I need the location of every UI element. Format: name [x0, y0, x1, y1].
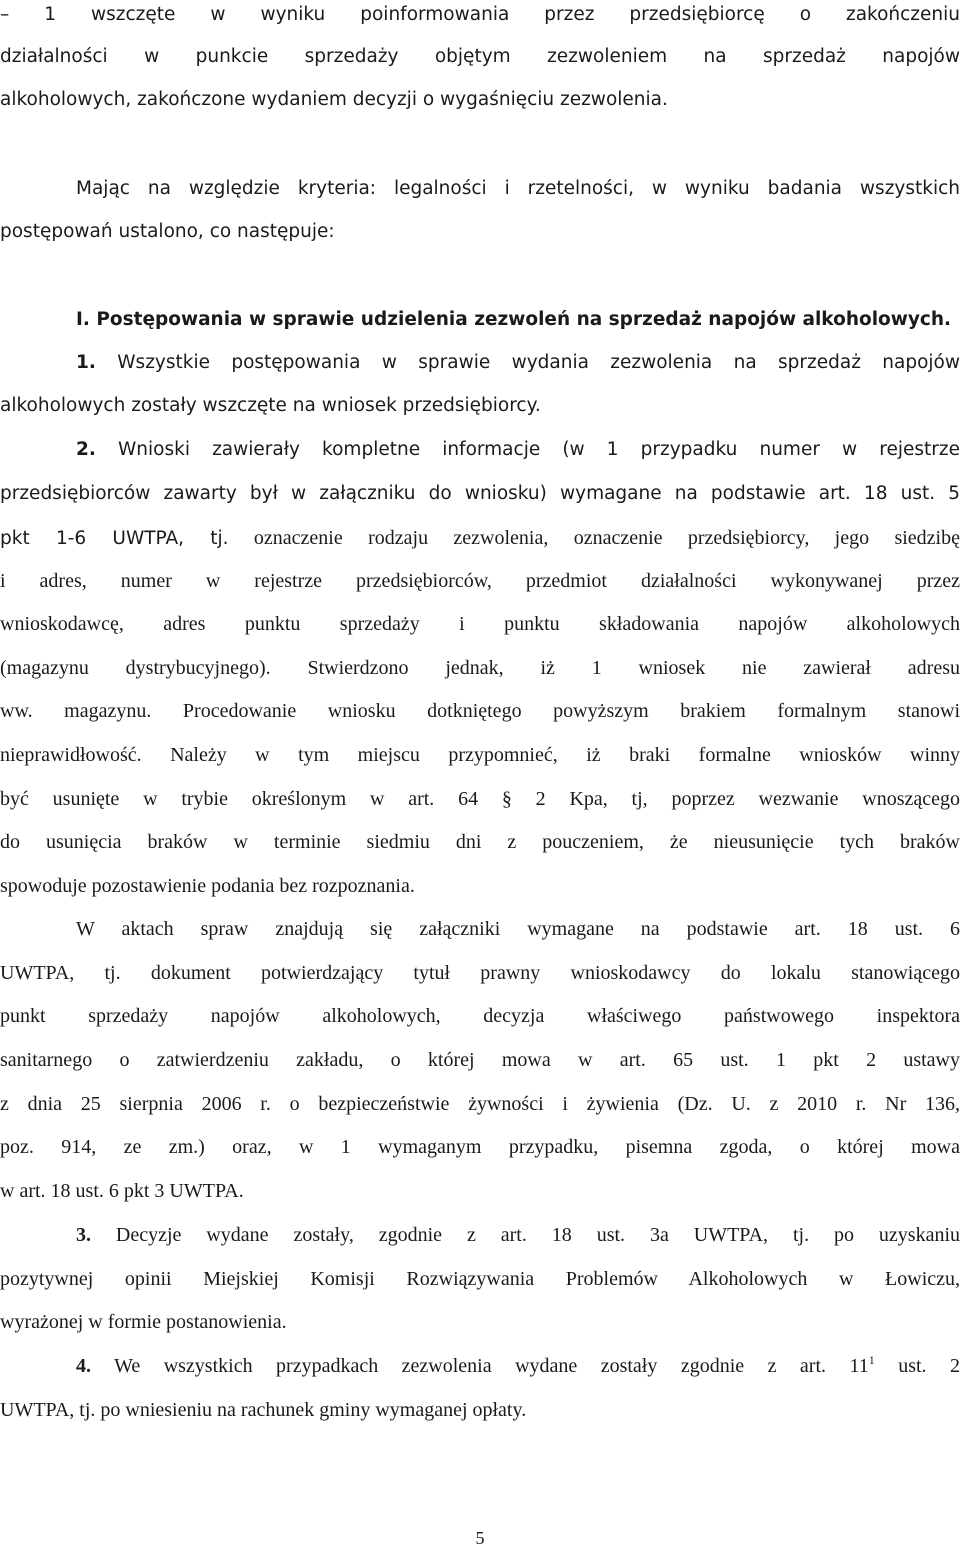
section-sign: §: [501, 788, 512, 810]
paragraph-line: przedsiębiorców zawarty był w załączniku do wniosku) wymagane na podstawie art. 18 ust. 5: [0, 483, 960, 504]
paragraph-line: [76, 1354, 960, 1378]
paragraph-text: oznaczenie rodzaju zezwolenia, oznaczenie przedsiębiorcy, jego siedzibę: [228, 527, 960, 549]
paragraph-line: nieprawidłowość. Należy w tym miejscu przypomnieć, iż braki formalne wniosków winny: [0, 744, 960, 766]
paragraph-line: [76, 1223, 960, 1247]
paragraph-line: sanitarnego o zatwierdzeniu zakładu, o której mowa w art. 65 ust. 1 pkt 2 ustawy: [0, 1049, 960, 1071]
paragraph-line: pozytywnej opinii Miejskiej Komisji Rozwiązywania Problemów Alkoholowych w Łowiczu,: [0, 1268, 960, 1290]
point-number: 4.: [76, 1355, 91, 1377]
point-number: 3.: [76, 1224, 91, 1246]
paragraph-line: ww. magazynu. Procedowanie wniosku dotkniętego powyższym brakiem formalnym stanowi: [0, 700, 960, 722]
paragraph-line: wnioskodawcę, adres punktu sprzedaży i punktu składowania napojów alkoholowych: [0, 613, 960, 635]
paragraph-line: wyrażonej w formie postanowienia.: [0, 1311, 287, 1333]
paragraph-text: ust. 2: [874, 1355, 960, 1377]
point-number: 1.: [76, 352, 96, 373]
paragraph-line: [76, 351, 960, 375]
paragraph-line: i adres, numer w rejestrze przedsiębiorców, przedmiot działalności wykonywanej przez: [0, 570, 960, 592]
paragraph-line: Mając na względzie kryteria: legalności i rzetelności, w wyniku badania wszystkich: [76, 178, 960, 199]
paragraph-line: (magazynu dystrybucyjnego). Stwierdzono jednak, iż 1 wniosek nie zawierał adresu: [0, 657, 960, 679]
paragraph-text: Wszystkie postępowania w sprawie wydania zezwolenia na sprzedaż napojów: [95, 352, 960, 373]
section-heading: I. Postępowania w sprawie udzielenia zezwoleń na sprzedaż napojów alkoholowych.: [76, 309, 952, 330]
point-number: 2.: [76, 439, 96, 460]
list-item-line: działalności w punkcie sprzedaży objętym zezwoleniem na sprzedaż napojów: [0, 46, 960, 67]
paragraph-text: Wnioski zawierały kompletne informacje (w 1 przypadku numer w rejestrze: [95, 439, 960, 460]
page-number: 5: [475, 1528, 485, 1548]
paragraph-text: być usunięte w trybie określonym w art. 64: [0, 788, 502, 810]
paragraph-line: [76, 438, 960, 462]
paragraph-line: UWTPA, tj. po wniesieniu na rachunek gminy wymaganej opłaty.: [0, 1399, 527, 1421]
list-item-line: alkoholowych, zakończone wydaniem decyzji o wygaśnięciu zezwolenia.: [0, 89, 668, 110]
paragraph-line: w art. 18 ust. 6 pkt 3 UWTPA.: [0, 1180, 244, 1202]
paragraph-line: UWTPA, tj. dokument potwierdzający tytuł prawny wnioskodawcy do lokalu stanowiącego: [0, 962, 960, 984]
paragraph-line: [0, 526, 960, 551]
paragraph-text: 2 Kpa, tj, poprzez wezwanie wnoszącego: [511, 788, 960, 810]
paragraph-line: postępowań ustalono, co następuje:: [0, 221, 335, 242]
paragraph-line: z dnia 25 sierpnia 2006 r. o bezpieczeństwie żywności i żywienia (Dz. U. z 2010 r. Nr 136,: [0, 1093, 960, 1115]
paragraph-line: [0, 787, 960, 811]
paragraph-line: do usunięcia braków w terminie siedmiu dni z pouczeniem, że nieusunięcie tych braków: [0, 831, 960, 853]
paragraph-line: W aktach spraw znajdują się załączniki wymagane na podstawie art. 18 ust. 6: [76, 918, 960, 940]
superscript: 1: [868, 1353, 875, 1367]
paragraph-line: punkt sprzedaży napojów alkoholowych, decyzja właściwego państwowego inspektora: [0, 1005, 960, 1027]
list-item-line: – 1 wszczęte w wyniku poinformowania przez przedsiębiorcę o zakończeniu: [0, 4, 960, 25]
paragraph-text: We wszystkich przypadkach zezwolenia wydane zostały zgodnie z art. 11: [91, 1355, 869, 1377]
paragraph-line: spowoduje pozostawienie podania bez rozpoznania.: [0, 875, 415, 897]
paragraph-text: Decyzje wydane zostały, zgodnie z art. 18 ust. 3a UWTPA, tj. po uzyskaniu: [91, 1224, 960, 1246]
paragraph-text: pkt 1-6 UWTPA, tj.: [0, 528, 229, 549]
paragraph-line: alkoholowych zostały wszczęte na wniosek przedsiębiorcy.: [0, 395, 541, 416]
paragraph-line: poz. 914, ze zm.) oraz, w 1 wymaganym przypadku, pisemna zgoda, o której mowa: [0, 1136, 960, 1158]
